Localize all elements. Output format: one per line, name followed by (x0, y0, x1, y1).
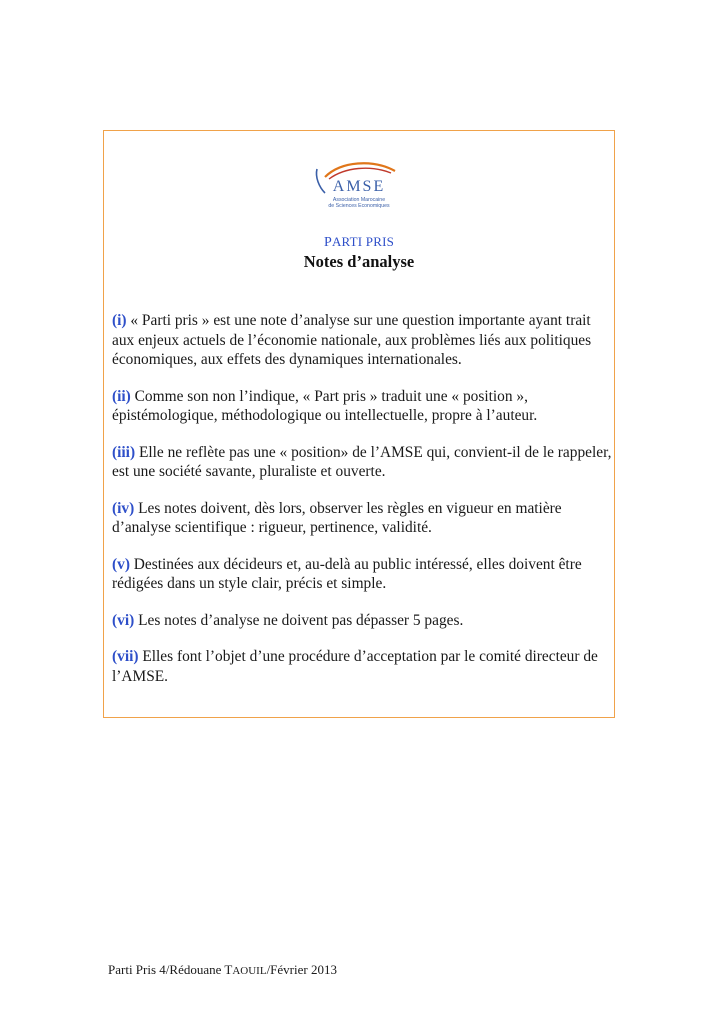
list-item (112, 647, 612, 686)
item-text: Comme son non l’indique, « Part pris » traduit une « position », épistémologique, méthodologique ou intellectuelle, propre à l’auteur. (112, 387, 538, 424)
item-number: (iii) (112, 443, 136, 461)
item-text: « Parti pris » est une note d’analyse sur une question importante ayant trait aux enjeux actuels de l’économie nationale, aux problèmes liés aux politiques économiques, aux effets des dynamiques internationales. (112, 312, 592, 368)
list-item (112, 499, 612, 538)
item-number: (vi) (112, 611, 135, 629)
page-footer (108, 962, 337, 978)
item-number: (v) (112, 555, 130, 573)
rules-list (112, 311, 612, 703)
item-number: (ii) (112, 387, 131, 405)
info-box (103, 130, 615, 718)
item-number: (iv) (112, 499, 135, 517)
page-title: Notes d’analyse (303, 252, 415, 271)
footer-text-start: Parti Pris 4/Rédouane T (108, 962, 233, 977)
section-label (104, 234, 614, 251)
item-text: Destinées aux décideurs et, au-delà au public intéressé, elles doivent être rédigées dans un style clair, précis et simple. (112, 555, 582, 592)
item-number: (vii) (112, 648, 139, 665)
item-text: Elles font l’objet d’une procédure d’acceptation par le comité directeur de l’AMSE. (112, 648, 598, 685)
list-item (112, 311, 612, 370)
list-item (112, 611, 612, 631)
footer-text-end: /Février 2013 (266, 962, 337, 977)
logo-wordmark: AMSE (332, 178, 386, 195)
list-item (112, 387, 612, 426)
logo-line-2: de Sciences Economiques (328, 203, 390, 209)
logo-line-1: Association Marocaine (332, 197, 386, 203)
section-label-rest: ARTI PRIS (331, 234, 395, 249)
list-item (112, 443, 612, 482)
footer-author-smallcaps: AOUIL (232, 965, 267, 977)
amse-logo-graphic (311, 157, 407, 215)
section-label-initial: P (323, 235, 332, 250)
item-text: Les notes doivent, dès lors, observer les règles en vigueur en matière d’analyse scientifique : rigueur, pertinence, validité. (112, 499, 562, 536)
item-number: (i) (112, 312, 127, 329)
item-text: Les notes d’analyse ne doivent pas dépasser 5 pages. (134, 611, 464, 629)
item-text: Elle ne reflète pas une « position» de l’AMSE qui, convient-il de le rappeler, est une société savante, pluraliste et ouverte. (112, 443, 612, 480)
amse-logo (311, 157, 407, 215)
list-item (112, 555, 612, 594)
